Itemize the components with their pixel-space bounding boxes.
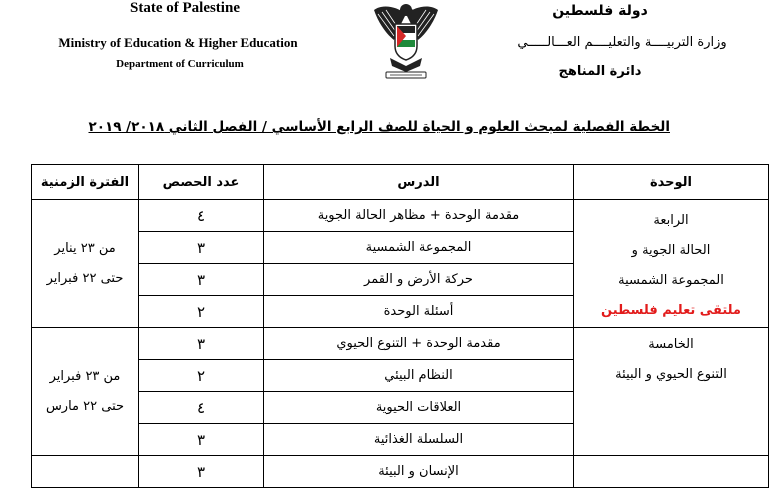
- period-start: من ٢٣ فبراير: [49, 368, 121, 384]
- arabic-state-title: دولة فلسطين: [552, 3, 648, 19]
- lesson-cell: الإنسان و البيئة: [264, 456, 574, 488]
- count-cell: ٣: [139, 264, 264, 296]
- english-ministry-name: Ministry of Education & Higher Education: [58, 35, 298, 50]
- unit-cell: [574, 328, 769, 456]
- lesson-cell: مقدمة الوحدة + التنوع الحيوي: [264, 328, 574, 360]
- period-cell: [32, 200, 139, 328]
- period-cell: [32, 456, 139, 488]
- count-cell: ٢: [139, 360, 264, 392]
- unit-name: الرابعة: [653, 213, 689, 228]
- palestine-eagle-emblem-icon: [368, 0, 444, 82]
- period-cell: [32, 328, 139, 456]
- semester-plan-table: [31, 164, 769, 488]
- lesson-cell: العلاقات الحيوية: [264, 392, 574, 424]
- unit-cell: [574, 200, 769, 328]
- lesson-cell: النظام البيئي: [264, 360, 574, 392]
- unit-name: الخامسة: [648, 337, 694, 352]
- count-cell: ٤: [139, 392, 264, 424]
- english-department-name: Department of Curriculum: [116, 58, 244, 70]
- lesson-cell: حركة الأرض و القمر: [264, 264, 574, 296]
- count-cell: ٣: [139, 456, 264, 488]
- unit-subject-line: المجموعة الشمسية: [618, 273, 724, 288]
- table-row: [32, 200, 769, 232]
- count-cell: ٢: [139, 296, 264, 328]
- period-start: من ٢٣ يناير: [54, 240, 116, 256]
- table-row: [32, 456, 769, 488]
- table-header-row: [32, 165, 769, 200]
- unit-cell: [574, 456, 769, 488]
- lesson-cell: أسئلة الوحدة: [264, 296, 574, 328]
- count-cell: ٣: [139, 328, 264, 360]
- count-cell: ٣: [139, 232, 264, 264]
- header-unit: الوحدة: [574, 165, 769, 200]
- lesson-cell: مقدمة الوحدة + مظاهر الحالة الجوية: [264, 200, 574, 232]
- arabic-department-name: دائرة المناهج: [558, 64, 642, 79]
- period-end: حتى ٢٢ فبراير: [46, 270, 124, 286]
- unit-subject-line: الحالة الجوية و: [631, 243, 711, 258]
- table-row: [32, 328, 769, 360]
- document-title: الخطة الفصلية لمبحث العلوم و الحياة للصف الرابع الأساسي / الفصل الثاني ٢٠١٨/ ٢٠١٩: [88, 119, 670, 135]
- count-cell: ٣: [139, 424, 264, 456]
- period-end: حتى ٢٢ مارس: [45, 398, 125, 414]
- header-period: الفترة الزمنية: [32, 165, 139, 200]
- lesson-cell: السلسلة الغذائية: [264, 424, 574, 456]
- arabic-ministry-name: وزارة التربيــــة والتعليــــم العـــالـــــي: [517, 35, 727, 50]
- unit-note-red: ملتقى تعليم فلسطين: [601, 303, 741, 318]
- english-state-title: State of Palestine: [130, 0, 240, 16]
- count-cell: ٤: [139, 200, 264, 232]
- unit-subject-line: التنوع الحيوي و البيئة: [615, 367, 727, 382]
- header-count: عدد الحصص: [139, 165, 264, 200]
- header-lesson: الدرس: [264, 165, 574, 200]
- lesson-cell: المجموعة الشمسية: [264, 232, 574, 264]
